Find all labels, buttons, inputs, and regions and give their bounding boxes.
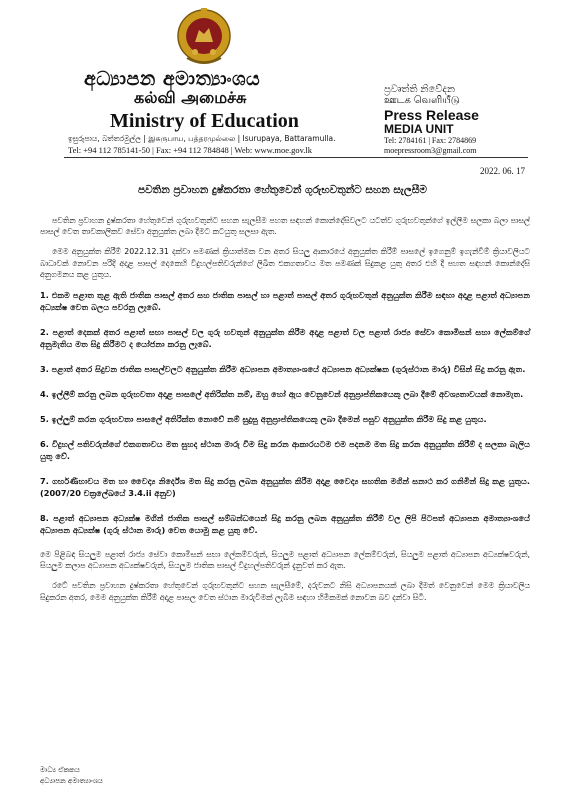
ministry-name-tamil: கல்வி அமைச்சு — [134, 88, 247, 107]
header-divider — [64, 157, 528, 158]
paragraph-notified: මෙ පිළිබඳ සියලුම පළාත් රාජ්‍ය සේවා කොමිසන් සභා ලේකම්වරුන්, සියලුම පළාත් අධ්‍යාපන ලේකම්වරුන්, සියලුම පළාත් අධ්‍යාපන අධ්‍යක්ෂවරුන්, සියලුම කලාප අධ්‍යාපන අධ්‍යක්ෂවරුන්, සියලුම ජාතික පාසල් විදුහල්පතිවරුන් දැනුවත් කර ඇත. — [40, 550, 530, 571]
condition-item: 3. පළාත් අතර සිදුවන ජාතික පාසල්වලට අනුයුක්ත කිරීම අධ්‍යාපන අමාත්‍යාංශයේ අධ්‍යාපන අධ්‍යක්ෂක (ගුරුස්ථාන මාරු) විසින් සිදු කරනු ඇත. — [40, 364, 526, 375]
ministry-contact: Tel: +94 112 785141-50 | Fax: +94 112 784848 | Web: www.moe.gov.lk — [68, 145, 313, 155]
signature-line-2: අධ්‍යාපන අමාත්‍යාංශය — [40, 777, 103, 785]
condition-item: 4. ඉල්ලීම් කරනු ලබන ගුරුභවතා අදාළ පාසලේ අතිරික්ත නම්, ඔහු හෝ ඇය වෙනුවෙන් අනුප්‍රාප්තිකයෙකු ලබා දීමේ අවශ්‍යතාවයක් නොමැත. — [40, 389, 524, 400]
press-release-label: Press Release — [384, 107, 479, 123]
paragraph-conditions: මෙම අනුයුක්ත කිරීම් 2022.12.31 දක්වා පමණක් ක්‍රියාත්මක වන අතර සියලු ආකාරයේ අනුයුක්ත කිරීම් පාසලේ ඉගෙනුම් ඉගැන්වීම් ක්‍රියාවලියට බාධාවක් නොවන පරිදි අදාළ පාසල් දෙකෙහි විදුහල්පතිවරුන්ගේ ලිඛිත එකගතාවය මත පමණක් සිදුකළ යුතු අතර එහි දී පහත සඳහන් කොන්දේසි අනුගමනය කළ යුතුය. — [40, 247, 530, 279]
media-unit-block — [384, 84, 524, 156]
media-title-tamil: ஊடக வெளியீடு — [384, 95, 460, 106]
ministry-name-sinhala: අධ්‍යාපන අමාත්‍යාංශය — [84, 68, 261, 90]
signature-line-1: මාධ්‍ය ඒකකය — [40, 766, 80, 774]
ministry-address: ඉසුරුපාය, බත්තරමුල්ල | இசுருபாய, பத்தரமுல்லை | Isurupaya, Battaramulla. — [68, 134, 336, 143]
paragraph-intro: පවතින ප්‍රවාහන දුෂ්කරතා හේතුවෙන් ගුරුභවතුන්ට සහන සැලසීම පහත සඳහන් කොන්දේසිවලට යටත්ව ගුරුභවතුන්ගේ ඉල්ලීම සලකා බලා පාසල් පාසල් වෙත තාවකාලිකව සේවා අනුයුක්ත ලබා දීමට කටයුතු සලසා ඇත. — [40, 216, 530, 237]
media-unit-label: MEDIA UNIT — [384, 122, 454, 136]
sri-lanka-emblem-icon — [175, 6, 233, 68]
release-date: 2022. 06. 17 — [480, 166, 525, 176]
condition-item: 2. පළාත් දෙකක් අතර පළාත් සභා පාසල් වල ගුරු භවතුන් අනුයුක්ත කිරීම අදාළ පළාත් වල පළාත් රාජ්‍ය සේවා කොමිසන් සභා ලේකම්ගේ අනුමැතිය මත සිදු කිරීමට ද යෝජනා කරනු ලැබේ. — [40, 327, 530, 350]
media-title-sinhala: ප්‍රවෘත්ති නිවේදන — [384, 84, 455, 95]
ministry-name-english: Ministry of Education — [110, 110, 299, 132]
condition-item: 6. විදුහල් පතිවරුන්ගේ එකගතාවය මත සුහද ස්ථාන මාරු වීම සිදු කරන ආකාරයටම එම පදනම මත සිදු කරන අනුයුක්ත කිරීම් ද සලකා බැලිය යුතු වේ. — [40, 439, 530, 462]
document-heading: පවතින ප්‍රවාහන දුෂ්කරතා හේතුවෙන් ගුරුභවතුන්ට සහන සැලසීම — [138, 184, 427, 196]
condition-item: 8. පළාත් අධ්‍යාපන අධ්‍යක්ෂ මගින් ජාතික පාසල් සම්බන්ධයෙන් සිදු කරනු ලබන අනුයුක්ත කිරීම් වල ලිපි පිටපත් අධ්‍යාපන අමාත්‍යාංශයේ අධ්‍යාපන අධ්‍යක්ෂ (ගුරු ස්ථාන මාරු) වෙත යොමු කළ යුතු වේ. — [40, 513, 530, 536]
condition-item: 1. එකම පළාත තුළ ඇති ජාතික පාසල් අතර සහ ජාතික පාසල් හා පළාත් පාසල් අතර ගුරුභවතුන් අනුයුක්ත කිරීම සඳහා අදාළ පළාත් අධ්‍යාපන අධ්‍යක්ෂ වෙත බලය පවරනු ලැබේ. — [40, 290, 530, 313]
condition-item: 5. ඉල්ලුම් කරන ගුරුභවතා පාසලේ අතිරික්ත නොවේ නම් සුදුසු අනුප්‍රාප්තිකයෙකු ලබා දීමෙන් පසුව අනුයුක්ත කිරීම සිදු කළ යුතුය. — [40, 414, 487, 425]
document-body — [40, 215, 530, 612]
paragraph-closing: රටේ පවතින ප්‍රවාහන දුෂ්කරතා හේතුවෙන් ගුරුභවතුන්ට සහන සැලසීමේ, දරුවනට නිසි අධ්‍යාපනයක් ලබා දීමත් වෙනුවෙන් මෙම ක්‍රියාවලිය සිදුකරන අතර, මෙම අනුයුක්ත කිරීම් අදාළ පාසල වෙත ස්ථාන මාරුවීමක් ලැබීම සඳහා හිමිකමක් නොවන බව දන්වා සිටී. — [40, 581, 530, 602]
signature-block — [40, 765, 103, 787]
media-unit-email: moepressroom3@gmail.com — [384, 146, 477, 155]
media-unit-tel: Tel: 2784161 | Fax: 2784869 — [384, 136, 477, 145]
condition-item: 7. ගර්භණීභාවය මත හා වෛද්‍ය නිර්දේශ මත සිදු කරනු ලබන අනුයුක්ත කිරීම අදාළ වෛද්‍ය සහතික මගින් සනාථ කර ගනිමින් සිදු කළ යුතුය. (2007/20 චක්‍රලේඛයේ 3.4.ii අනුව) — [40, 476, 530, 499]
